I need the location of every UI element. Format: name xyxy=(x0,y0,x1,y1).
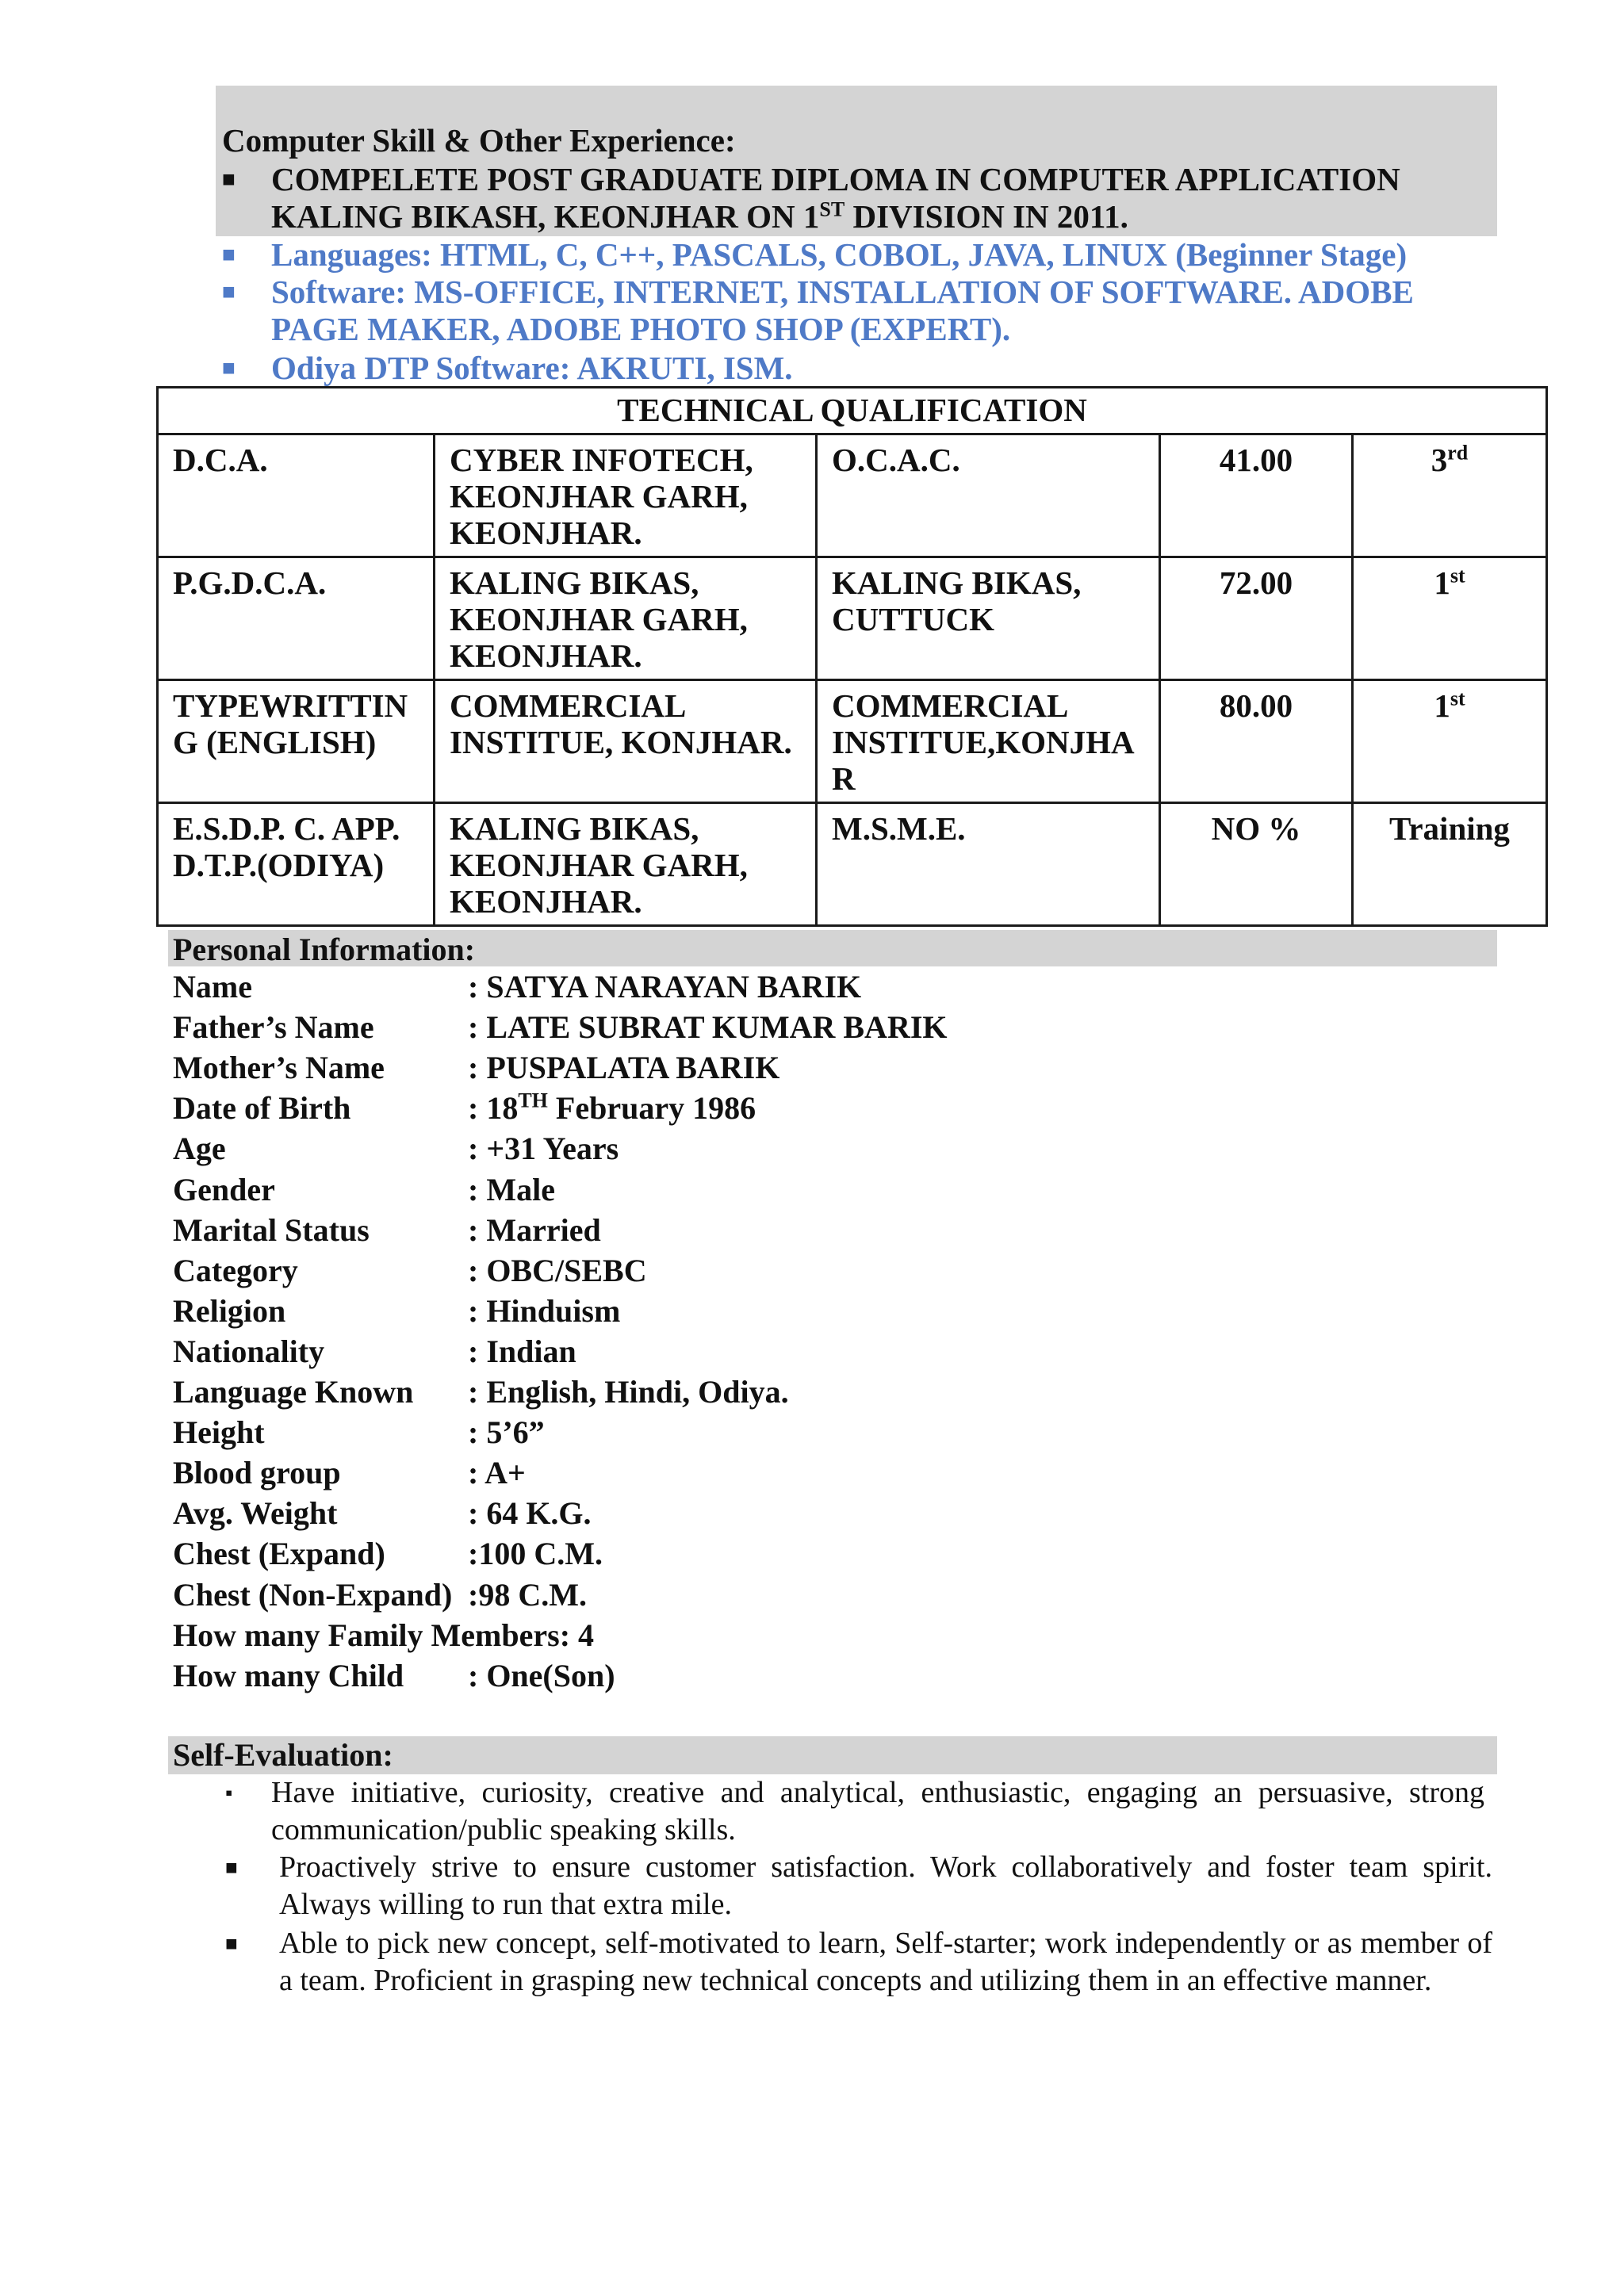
bullet-square-icon: ▪ xyxy=(225,1781,233,1804)
board-cell xyxy=(817,680,1160,803)
course-cell-line: D.C.A. xyxy=(173,442,268,478)
info-row xyxy=(173,1372,1362,1412)
institute-cell-line: COMMERCIAL xyxy=(450,687,687,724)
info-row xyxy=(173,1088,1362,1128)
institute-cell-line: KEONJHAR GARH, xyxy=(450,601,748,637)
division-suffix: st xyxy=(1450,687,1465,710)
info-value: : OBC/SEBC xyxy=(468,1253,647,1288)
technical-qualification-table xyxy=(156,386,1548,927)
info-value: : Indian xyxy=(468,1334,576,1369)
board-cell-line: INSTITUE,KONJHA xyxy=(832,724,1135,760)
info-label: Marital Status xyxy=(173,1212,370,1248)
board-cell-line: COMMERCIAL xyxy=(832,687,1069,724)
info-row xyxy=(173,966,1362,1007)
division-value: 1 xyxy=(1434,687,1450,724)
institute-cell-line: CYBER INFOTECH, xyxy=(450,442,753,478)
percent-cell: 80.00 xyxy=(1160,680,1353,803)
percent-cell: NO % xyxy=(1160,803,1353,926)
info-value: : A+ xyxy=(468,1455,526,1490)
division-value: Training xyxy=(1389,810,1510,847)
bullet-square-icon: ■ xyxy=(225,1932,238,1955)
info-value: : PUSPALATA BARIK xyxy=(468,1050,780,1085)
info-label: Category xyxy=(173,1253,298,1288)
info-row xyxy=(173,1533,1362,1574)
division-cell xyxy=(1353,803,1547,926)
info-row xyxy=(173,1250,1362,1291)
info-label: Chest (Non-Expand) xyxy=(173,1577,453,1613)
odiya-dtp-text: Odiya DTP Software: AKRUTI, ISM. xyxy=(271,350,793,386)
info-row xyxy=(173,1128,1362,1169)
institute-cell-line: INSTITUE, KONJHAR. xyxy=(450,724,792,760)
skills-title: Computer Skill & Other Experience: xyxy=(222,122,736,159)
division-cell xyxy=(1353,557,1547,680)
info-value: : 18TH February 1986 xyxy=(468,1089,756,1126)
institute-cell-line: KALING BIKAS, xyxy=(450,564,699,601)
info-row xyxy=(173,1169,1362,1210)
info-label: Height xyxy=(173,1414,265,1450)
table-row xyxy=(158,557,1547,680)
info-value: : +31 Years xyxy=(468,1131,619,1166)
info-label: Language Known xyxy=(173,1374,414,1410)
table-row xyxy=(158,680,1547,803)
board-cell xyxy=(817,557,1160,680)
division-suffix: rd xyxy=(1447,441,1469,465)
course-cell-line: D.T.P.(ODIYA) xyxy=(173,847,385,883)
institute-cell xyxy=(435,557,817,680)
self-evaluation-text: Able to pick new concept, self-motivated to learn, Self-starter; work independently or as member of a team. Proficient in grasping new technical concepts and utilizing them in an effective manner. xyxy=(279,1927,1492,1997)
bullet-square-icon: ■ xyxy=(222,167,236,192)
info-label: Gender xyxy=(173,1172,275,1207)
info-row xyxy=(173,1210,1362,1250)
percent-cell: 72.00 xyxy=(1160,557,1353,680)
info-row xyxy=(173,1493,1362,1533)
info-value: :98 C.M. xyxy=(468,1577,587,1613)
board-cell-line: M.S.M.E. xyxy=(832,810,966,847)
info-row xyxy=(173,1575,1362,1615)
info-value: : Male xyxy=(468,1172,555,1207)
division-cell xyxy=(1353,680,1547,803)
institute-cell-line: KALING BIKAS, xyxy=(450,810,699,847)
table-row xyxy=(158,803,1547,926)
info-label: Date of Birth xyxy=(173,1090,351,1126)
info-label: Blood group xyxy=(173,1455,341,1490)
info-label: Avg. Weight xyxy=(173,1495,338,1531)
info-row xyxy=(173,1331,1362,1372)
info-value: : 5’6” xyxy=(468,1414,545,1450)
course-cell xyxy=(158,803,435,926)
self-evaluation-text: Have initiative, curiosity, creative and analytical, enthusiastic, engaging an persuasive, strong communication/public speaking skills. xyxy=(271,1776,1484,1846)
course-cell-line: G (ENGLISH) xyxy=(173,724,377,760)
course-cell xyxy=(158,680,435,803)
institute-cell-line: KEONJHAR. xyxy=(450,515,642,551)
course-cell xyxy=(158,434,435,557)
info-value: : 64 K.G. xyxy=(468,1495,592,1531)
self-evaluation-title: Self-Evaluation: xyxy=(173,1737,393,1773)
info-row xyxy=(173,1615,1362,1655)
board-cell-line: CUTTUCK xyxy=(832,601,995,637)
languages-text: Languages: HTML, C, C++, PASCALS, COBOL, JAVA, LINUX (Beginner Stage) xyxy=(271,236,1408,273)
info-label: Chest (Expand) xyxy=(173,1536,385,1571)
institute-cell-line: KEONJHAR. xyxy=(450,883,642,920)
division-suffix: st xyxy=(1450,564,1465,587)
info-value: : LATE SUBRAT KUMAR BARIK xyxy=(468,1009,948,1045)
self-evaluation-text: Proactively strive to ensure customer satisfaction. Work collaboratively and foster team spirit. Always willing to run that extra mile. xyxy=(279,1850,1492,1921)
diploma-line-1: COMPELETE POST GRADUATE DIPLOMA IN COMPUTER APPLICATION xyxy=(271,161,1400,197)
info-value: : Hinduism xyxy=(468,1293,621,1329)
info-row xyxy=(173,1291,1362,1331)
table-caption: TECHNICAL QUALIFICATION xyxy=(158,388,1547,434)
diploma-line-2: KALING BIKASH, KEONJHAR ON 1ST DIVISION IN 2011. xyxy=(271,197,1128,235)
division-cell xyxy=(1353,434,1547,557)
bullet-square-icon: ■ xyxy=(222,356,236,381)
bullet-square-icon: ■ xyxy=(225,1856,238,1879)
info-row xyxy=(173,1047,1362,1088)
course-cell xyxy=(158,557,435,680)
info-label: Mother’s Name xyxy=(173,1050,385,1085)
info-label: Name xyxy=(173,969,252,1004)
table-row xyxy=(158,434,1547,557)
division-value: 1 xyxy=(1434,564,1450,601)
info-label: How many Child xyxy=(173,1658,404,1693)
division-value: 3 xyxy=(1431,442,1448,478)
board-cell-line: O.C.A.C. xyxy=(832,442,960,478)
info-row xyxy=(173,1007,1362,1047)
bullet-square-icon: ■ xyxy=(222,280,236,304)
info-label: Age xyxy=(173,1131,226,1166)
info-value: :100 C.M. xyxy=(468,1536,603,1571)
personal-info-title: Personal Information: xyxy=(173,932,476,967)
info-label: How many Family Members: 4 xyxy=(173,1617,595,1653)
info-value: : One(Son) xyxy=(468,1658,615,1693)
institute-cell xyxy=(435,680,817,803)
institute-cell xyxy=(435,803,817,926)
institute-cell xyxy=(435,434,817,557)
info-label: Religion xyxy=(173,1293,286,1329)
info-row xyxy=(173,1452,1362,1493)
course-cell-line: P.G.D.C.A. xyxy=(173,564,327,601)
info-row xyxy=(173,1655,1362,1696)
info-value: : SATYA NARAYAN BARIK xyxy=(468,969,862,1004)
software-line-1: Software: MS-OFFICE, INTERNET, INSTALLATION OF SOFTWARE. ADOBE xyxy=(271,274,1414,310)
board-cell xyxy=(817,803,1160,926)
course-cell-line: TYPEWRITTIN xyxy=(173,687,408,724)
board-cell-line: KALING BIKAS, xyxy=(832,564,1082,601)
bullet-square-icon: ■ xyxy=(222,243,236,267)
board-cell-line: R xyxy=(832,760,856,797)
info-value: : English, Hindi, Odiya. xyxy=(468,1374,789,1410)
info-row xyxy=(173,1412,1362,1452)
info-label: Father’s Name xyxy=(173,1009,374,1045)
info-value: : Married xyxy=(468,1212,601,1248)
percent-cell: 41.00 xyxy=(1160,434,1353,557)
software-line-2: PAGE MAKER, ADOBE PHOTO SHOP (EXPERT). xyxy=(271,311,1011,347)
course-cell-line: E.S.D.P. C. APP. xyxy=(173,810,400,847)
institute-cell-line: KEONJHAR GARH, xyxy=(450,478,748,515)
info-label: Nationality xyxy=(173,1334,325,1369)
board-cell xyxy=(817,434,1160,557)
institute-cell-line: KEONJHAR. xyxy=(450,637,642,674)
institute-cell-line: KEONJHAR GARH, xyxy=(450,847,748,883)
